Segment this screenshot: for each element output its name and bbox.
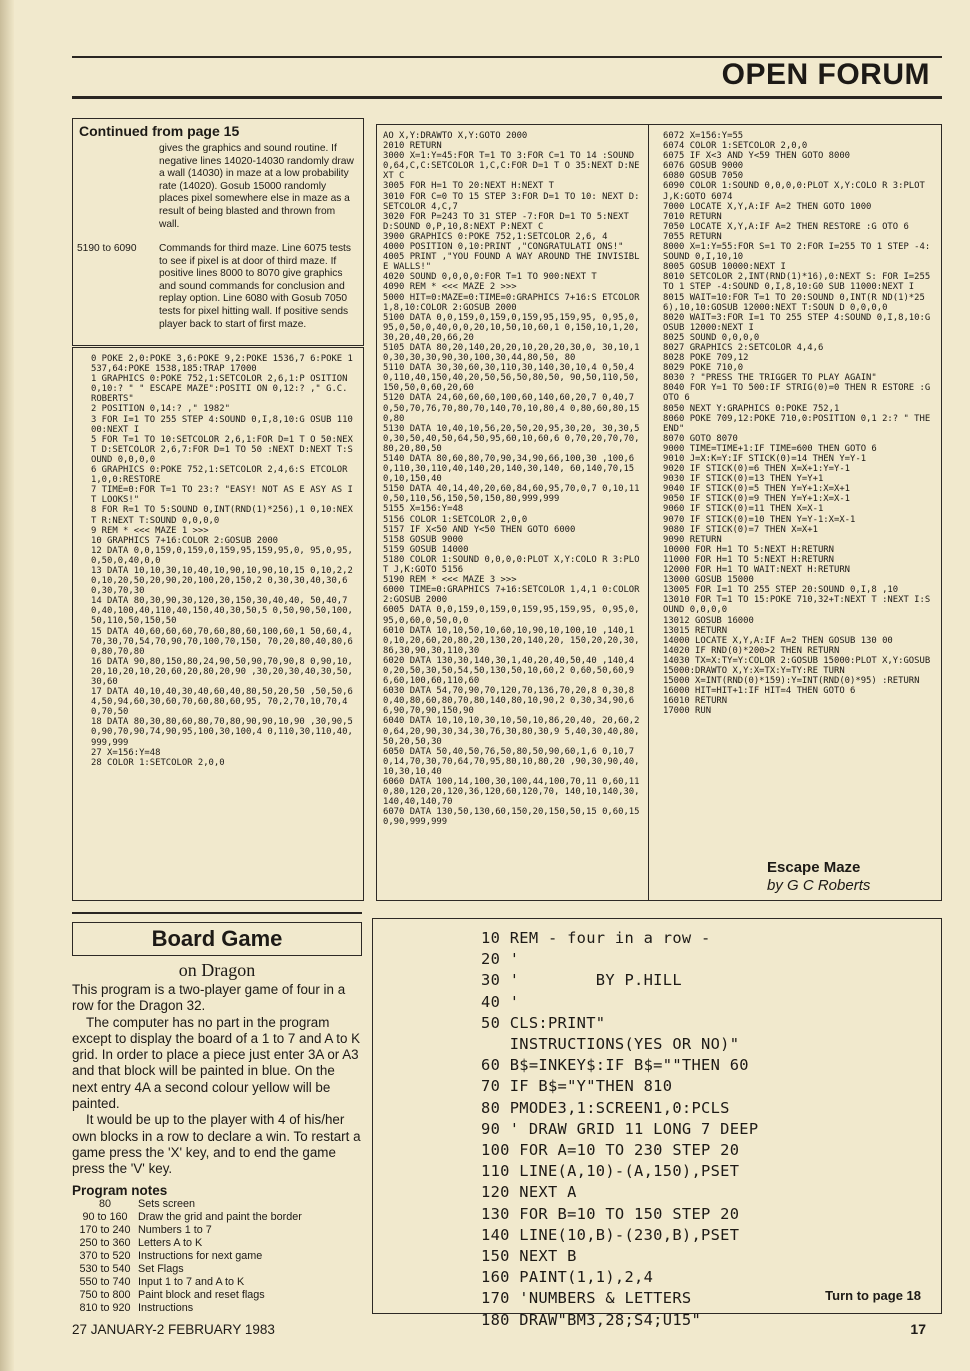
header-rule-bottom	[72, 96, 942, 99]
page-number: 17	[910, 1321, 926, 1337]
program-note-row	[72, 1289, 362, 1302]
article-title-box	[72, 922, 362, 956]
program-note-row	[72, 1302, 362, 1315]
program-note-description: Set Flags	[138, 1262, 184, 1275]
program-note-description: Paint block and reset flags	[138, 1288, 265, 1301]
article-top-rule	[72, 912, 362, 914]
escape-maze-listing-part1	[72, 347, 364, 901]
program-note-description: Instructions for next game	[138, 1249, 263, 1262]
continued-description: Commands for third maze. Line 6075 tests to see if pixel is at door of third maze. If positive lines 8000 to 8070 give graphics and sound commands for conclusion and replay option. Line 6080 with Gosub 7050 tests for pixel hitting wall. If positive sends player back to start of first maze.	[159, 243, 351, 330]
listing-text: 0 POKE 2,0:POKE 3,6:POKE 9,2:POKE 1536,7 6:POKE 1537,64:POKE 1538,185:TRAP 17000 1 GRAPHICS 0:POKE 752,1:SETCOLOR 2,6,1:P OSITION 0,10:? " " ESCAPE MAZE":POSITI ON 0,12:? ," G.C. ROBERTS" 2 POSITION 0,14:? ," 1982" 3 FOR I=1 TO 255 STEP 4:SOUND 0,I,8,10:G OSUB 11000:NEXT I 5 FOR T=1 TO 10:SETCOLOR 2,6,1:FOR D=1 T O 50:NEXT D:SETCOLOR 2,6,7:FOR D=1 TO 50 :NEXT D:NEXT T:SOUND 0,0,0,0 6 GRAPHICS 0:POKE 752,1:SETCOLOR 2,4,6:S ETCOLOR 1,0,0:RESTORE 7 TIME=0:FOR T=1 TO 23:? "EASY! NOT AS E ASY AS IT LOOKS!" 8 FOR R=1 TO 5:SOUND 0,INT(RND(1)*256),1 0,10:NEXT R:NEXT T:SOUND 0,0,0,0 9 REM * <<< MAZE 1 >>> 10 GRAPHICS 7+16:COLOR 2:GOSUB 2000 12 DATA 0,0,159,0,159,0,159,95,159,95,0, 95,0,95,0,50,0,40,0,0 13 DATA 10,10,30,10,40,10,90,10,90,10,15 0,10,2,20,10,20,50,20,90,20,100,20,150,2 0,30,30,40,30,60,30,70,30 14 DATA 80,30,90,30,120,30,150,30,40,40, 50,40,70,40,100,40,110,40,150,40,30,50,5 0,50,90,50,100,50,110,50,150,50 15 DATA 40,60,60,60,70,60,80,60,100,60,1 50,60,4,70,30,70,54,70,90,70,100,70,150, 70,20,80,40,80,60,80,70,80 16 DATA 90,80,150,80,24,90,50,90,70,90,8 0,90,10,20,10,20,10,20,60,20,80,20,90 ,30,20,30,40,30,50,30,60 17 DATA 40,10,40,30,40,60,40,80,50,20,50 ,50,50,64,50,94,60,30,60,70,60,80,60,95, 70,2,70,10,70,40,70,50 18 DATA 80,30,80,60,80,70,80,90,90,10,90 ,30,90,50,90,70,90,74,90,95,100,30,100,4 0,110,30,110,40,999,999 27 X=156:Y=48 28 COLOR 1:SETCOLOR 2,0,0	[91, 354, 353, 768]
turn-to-page: Turn to page 18	[825, 1288, 921, 1303]
program-note-row	[72, 1250, 362, 1263]
program-notes-list	[72, 1198, 362, 1315]
board-game-article	[72, 912, 362, 1312]
program-note-description: Letters A to K	[138, 1236, 203, 1249]
article-paragraph: The computer has no part in the program except to display the board of a 1 to 7 and A to K grid. In order to place a piece just enter 3A or A3 and that block will be painted in blue. On the next entry 4A a second colour yellow will be painted.	[72, 1014, 361, 1112]
program-note-row	[72, 1237, 362, 1250]
program-note-description: Instructions	[138, 1301, 194, 1314]
program-note-description: Input 1 to 7 and A to K	[138, 1275, 245, 1288]
program-note-description: Sets screen	[138, 1197, 196, 1210]
dragon-listing-box	[372, 918, 942, 1329]
program-note-lines: 370 to 520	[79, 1249, 131, 1262]
escape-maze-author: by G C Roberts	[767, 877, 871, 894]
dragon-listing-text: 10 REM - four in a row - 20 ' 30 ' BY P.HILL 40 ' 50 CLS:PRINT" INSTRUCTIONS(YES OR NO)" 60 B$=INKEY$:IF B$=""THEN 60 70 IF B$="Y"THEN 810 80 PMODE3,1:SCREEN1,0:PCLS 90 ' DRAW GRID 11 LONG 7 DEEP 100 FOR A=10 TO 230 STEP 20 110 LINE(A,10)-(A,150),PSET 120 NEXT A 130 FOR B=10 TO 150 STEP 20 140 LINE(10,B)-(230,B),PSET 150 NEXT B 160 PAINT(1,1),2,4 170 'NUMBERS & LETTERS 180 DRAW"BM3,28;S4;U15"	[481, 929, 759, 1329]
program-note-description: Numbers 1 to 7	[138, 1223, 212, 1236]
program-note-row	[72, 1263, 362, 1276]
program-note-lines: 810 to 920	[79, 1301, 131, 1314]
program-notes-title: Program notes	[72, 1182, 168, 1198]
program-note-description: Draw the grid and paint the border	[138, 1210, 302, 1223]
continued-range: 5190 to 6090	[77, 243, 137, 254]
listing-text: 6072 X=156:Y=55 6074 COLOR 1:SETCOLOR 2,0,0 6075 IF X<3 AND Y<59 THEN GOTO 8000 6076 GOSUB 9000 6080 GOSUB 7050 6090 COLOR 1:SOUND 0,0,0,0:PLOT X,Y:COLO R 3:PLOT J,K:GOTO 6074 7000 LOCATE X,Y,A:IF A=2 THEN GOTO 1000 7010 RETURN 7050 LOCATE X,Y,A:IF A=2 THEN RESTORE :G OTO 6 7055 RETURN 8000 X=1:Y=55:FOR S=1 TO 2:FOR I=255 TO 1 STEP -4:SOUND 0,I,10,10 8005 GOSUB 10000:NEXT I 8010 SETCOLOR 2,INT(RND(1)*16),0:NEXT S: FOR I=255 TO 1 STEP -4:SOUND 0,I,8,10:G0 SUB 11000:NEXT I 8015 WAIT=10:FOR T=1 TO 20:SOUND 0,INT(R ND(1)*256),10,10:GOSUB 12000:NEXT T:SOUN D 0,0,0,0 8020 WAIT=3:FOR I=1 TO 255 STEP 4:SOUND 0,I,8,10:GOSUB 12000:NEXT I 8025 SOUND 0,0,0,0 8027 GRAPHICS 2:SETCOLOR 4,4,6 8028 POKE 709,12 8029 POKE 710,0 8030 ? "PRESS THE TRIGGER TO PLAY AGAIN" 8040 FOR Y=1 TO 500:IF STRIG(0)=0 THEN R ESTORE :GOTO 6 8050 NEXT Y:GRAPHICS 0:POKE 752,1 8060 POKE 709,12:POKE 710,0:POSITION 0,1 2:? " THE END" 8070 GOTO 8070 9000 TIME=TIME+1:IF TIME=600 THEN GOTO 6 9010 J=X:K=Y:IF STICK(0)=14 THEN Y=Y-1 9020 IF STICK(0)=6 THEN X=X+1:Y=Y-1 9030 IF STICK(0)=13 THEN Y=Y+1 9040 IF STICK(0)=5 THEN Y=Y+1:X=X+1 9050 IF STICK(0)=9 THEN Y=Y+1:X=X-1 9060 IF STICK(0)=11 THEN X=X-1 9070 IF STICK(0)=10 THEN Y=Y-1:X=X-1 9080 IF STICK(0)=7 THEN X=X+1 9090 RETURN 10000 FOR H=1 TO 5:NEXT H:RETURN 11000 FOR H=1 TO 5:NEXT H:RETURN 12000 FOR H=1 TO WAIT:NEXT H:RETURN 13000 GOSUB 15000 13005 FOR I=1 TO 255 STEP 20:SOUND 0,I,8 ,10 13010 FOR T=1 TO 15:POKE 710,32+T:NEXT T :NEXT I:SOUND 0,0,0,0 13012 GOSUB 16000 13015 RETURN 14000 LOCATE X,Y,A:IF A=2 THEN GOSUB 130 00 14020 IF RND(0)*200>2 THEN RETURN 14030 TX=X:TY=Y:COLOR 2:GOSUB 15000:PLOT X,Y:GOSUB 15000:DRAWTO X,Y:X=TX:Y=TY:RE TURN 15000 X=INT(RND(0)*159):Y=INT(RND(0)*95) :RETURN 16000 HIT=HIT+1:IF HIT=4 THEN GOTO 6 16010 RETURN 17000 RUN	[663, 131, 931, 717]
article-subtitle: on Dragon	[178, 960, 256, 980]
program-note-lines: 90 to 160	[82, 1210, 128, 1223]
issue-date: 27 JANUARY-2 FEBRUARY 1983	[72, 1322, 275, 1337]
program-note-lines: 80	[98, 1197, 111, 1210]
page-binding-edge	[0, 0, 14, 1371]
program-note-lines: 750 to 800	[79, 1288, 131, 1301]
continued-intro: gives the graphics and sound routine. If negative lines 14020-14030 randomly draw a wall (14030) in maze at a low probability rate (14020). Gosub 15000 randomly places pixel somewhere else in maze as a result of being blasted and thrown from wall.	[159, 143, 354, 230]
program-note-lines: 550 to 740	[79, 1275, 131, 1288]
escape-maze-listing-part2	[376, 124, 649, 901]
program-note-row	[72, 1198, 362, 1211]
program-note-row	[72, 1224, 362, 1237]
program-note-row	[72, 1211, 362, 1224]
program-note-lines: 530 to 540	[79, 1262, 131, 1275]
program-note-lines: 250 to 360	[79, 1236, 131, 1249]
continued-heading: Continued from page 15	[79, 123, 240, 139]
program-note-lines: 170 to 240	[79, 1223, 131, 1236]
escape-maze-title: Escape Maze	[767, 859, 861, 876]
continued-box	[72, 118, 364, 346]
article-title: Board Game	[151, 926, 283, 951]
page-title: OPEN FORUM	[721, 58, 930, 91]
escape-maze-listing-part3	[648, 124, 942, 901]
article-paragraph: This program is a two-player game of four in a row for the Dragon 32.	[72, 982, 346, 1014]
program-note-row	[72, 1276, 362, 1289]
article-paragraph: It would be up to the player with 4 of his/her own blocks in a row to declare a win. To restart a game press the 'X' key, and to end the game press the 'V' key.	[72, 1112, 361, 1177]
listing-text: AO X,Y:DRAWTO X,Y:GOTO 2000 2010 RETURN 3000 X=1:Y=45:FOR T=1 TO 3:FOR C=1 TO 14 :SOUND 0,64,C,C:SETCOLOR 1,C,C:FOR D=1 T O 35:NEXT D:NEXT C 3005 FOR H=1 TO 20:NEXT H:NEXT T 3010 FOR C=0 TO 15 STEP 3:FOR D=1 TO 10: NEXT D:SETCOLOR 4,C,7 3020 FOR P=243 TO 31 STEP -7:FOR D=1 TO 5:NEXT D:SOUND 0,P,10,8:NEXT P:NEXT C 3900 GRAPHICS 0:POKE 752,1:SETCOLOR 2,6, 4 4000 POSITION 0,10:PRINT ,"CONGRATULATI ONS!" 4005 PRINT ,"YOU FOUND A WAY AROUND THE INVISIBLE WALLS!" 4020 SOUND 0,0,0,0:FOR T=1 TO 900:NEXT T 4090 REM * <<< MAZE 2 >>> 5000 HIT=0:MAZE=0:TIME=0:GRAPHICS 7+16:S ETCOLOR 1,8,10:COLOR 2:GOSUB 2000 5100 DATA 0,0,159,0,159,0,159,95,159,95, 0,95,0,95,0,50,0,40,0,0,20,10,50,10,60,1 0,150,10,1,20,30,20,40,20,66,20 5105 DATA 80,20,140,20,20,10,20,20,30,0, 30,10,10,30,30,30,90,30,100,30,44,80,50, 80 5110 DATA 30,30,60,30,110,30,140,30,10,4 0,50,40,110,40,150,40,20,50,56,50,80,50, 90,50,110,50,150,50,0,60,20,60 5120 DATA 24,60,60,60,100,60,140,60,20,7 0,40,70,50,70,76,70,80,70,140,70,10,80,4 0,80,60,80,150,80 5130 DATA 10,40,10,56,20,50,20,95,30,20, 30,30,50,30,50,40,50,64,50,95,60,10,60,6 0,70,20,70,70,80,20,80,50 5140 DATA 80,60,80,70,90,34,90,66,100,30 ,100,60,110,30,110,40,140,20,140,30,140, 60,140,70,150,10,150,40 5150 DATA 40,14,40,20,60,84,60,95,70,0,7 0,10,110,50,110,56,150,50,150,80,999,999 5155 X=156:Y=48 5156 COLOR 1:SETCOLOR 2,0,0 5157 IF X<50 AND Y<50 THEN GOTO 6000 5158 GOSUB 9000 5159 GOSUB 14000 5180 COLOR 1:SOUND 0,0,0,0:PLOT X,Y:COLO R 3:PLOT J,K:GOTO 5156 5190 REM * <<< MAZE 3 >>> 6000 TIME=0:GRAPHICS 7+16:SETCOLOR 1,4,1 0:COLOR 2:GOSUB 2000 6005 DATA 0,0,159,0,159,0,159,95,159,95, 0,95,0,95,0,60,0,50,0,0 6010 DATA 10,10,50,10,60,10,90,10,100,10 ,140,10,10,20,60,20,80,20,130,20,140,20, 150,20,20,30,86,30,90,30,110,30 6020 DATA 130,30,140,30,1,40,20,40,50,40 ,140,40,20,50,30,50,54,50,130,50,10,60,2 0,60,50,60,96,60,100,60,110,60 6030 DATA 54,70,90,70,120,70,136,70,20,8 0,30,80,40,80,60,80,70,80,140,80,10,90,2 0,30,34,90,66,90,70,90,150,90 6040 DATA 10,10,10,30,10,50,10,86,20,40, 20,60,20,64,20,90,30,34,30,76,30,80,30,9 5,40,30,40,80,50,20,50,30 6050 DATA 50,40,50,76,50,80,50,90,60,1,6 0,10,70,14,70,30,70,64,70,95,80,10,80,20 ,90,30,90,40,10,30,10,40 6060 DATA 100,14,100,30,100,44,100,70,11 0,60,110,80,120,20,120,36,120,60,120,70, 140,10,140,30,140,40,140,70 6070 DATA 130,50,130,60,150,20,150,50,15 0,60,150,90,999,999	[383, 131, 640, 828]
